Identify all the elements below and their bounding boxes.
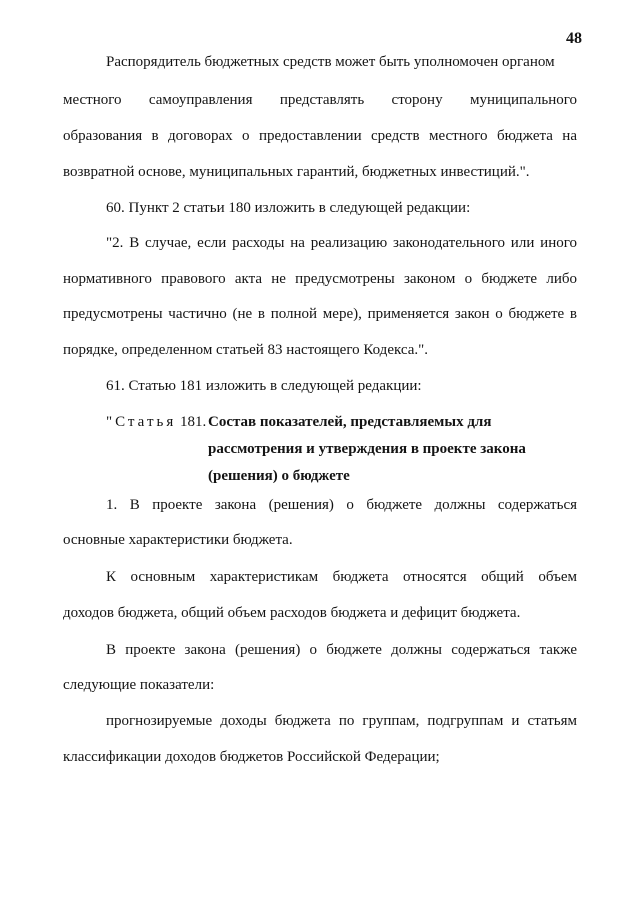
page-number: 48: [566, 30, 582, 47]
paragraph-line: основные характеристики бюджета.: [63, 532, 293, 548]
paragraph-line: местного самоуправления представлять сторону муниципального: [63, 92, 577, 108]
article-number: 181.: [179, 414, 207, 430]
paragraph-line: возвратной основе, муниципальных гарантий, бюджетных инвестиций.".: [63, 164, 530, 180]
paragraph-line: нормативного правового акта не предусмотрены законом о бюджете либо: [63, 271, 577, 287]
article-label: "Статья: [106, 414, 177, 430]
paragraph-line: 61. Статью 181 изложить в следующей редакции:: [106, 378, 422, 394]
paragraph-line: порядке, определенном статьей 83 настоящего Кодекса.".: [63, 342, 429, 358]
article-title-line: рассмотрения и утверждения в проекте закона: [208, 441, 526, 457]
paragraph-line: В проекте закона (решения) о бюджете должны содержаться также: [106, 642, 577, 658]
paragraph-line: классификации доходов бюджетов Российской Федерации;: [63, 749, 440, 765]
paragraph-line: доходов бюджета, общий объем расходов бюджета и дефицит бюджета.: [63, 605, 521, 621]
paragraph-line: прогнозируемые доходы бюджета по группам, подгруппам и статьям: [106, 713, 577, 729]
paragraph-line: образования в договорах о предоставлении средств местного бюджета на: [63, 128, 577, 144]
article-title-line: Состав показателей, представляемых для: [208, 414, 492, 430]
paragraph-line: 60. Пункт 2 статьи 180 изложить в следующей редакции:: [106, 200, 471, 216]
paragraph-line: Распорядитель бюджетных средств может быть уполномочен органом: [106, 54, 555, 70]
article-title-line: (решения) о бюджете: [208, 468, 350, 484]
paragraph-line: К основным характеристикам бюджета относятся общий объем: [106, 569, 577, 585]
paragraph-line: 1. В проекте закона (решения) о бюджете должны содержаться: [106, 497, 577, 513]
paragraph-line: "2. В случае, если расходы на реализацию законодательного или иного: [106, 235, 577, 251]
paragraph-line: следующие показатели:: [63, 677, 215, 693]
paragraph-line: предусмотрены частично (не в полной мере), применяется закон о бюджете в: [63, 306, 577, 322]
